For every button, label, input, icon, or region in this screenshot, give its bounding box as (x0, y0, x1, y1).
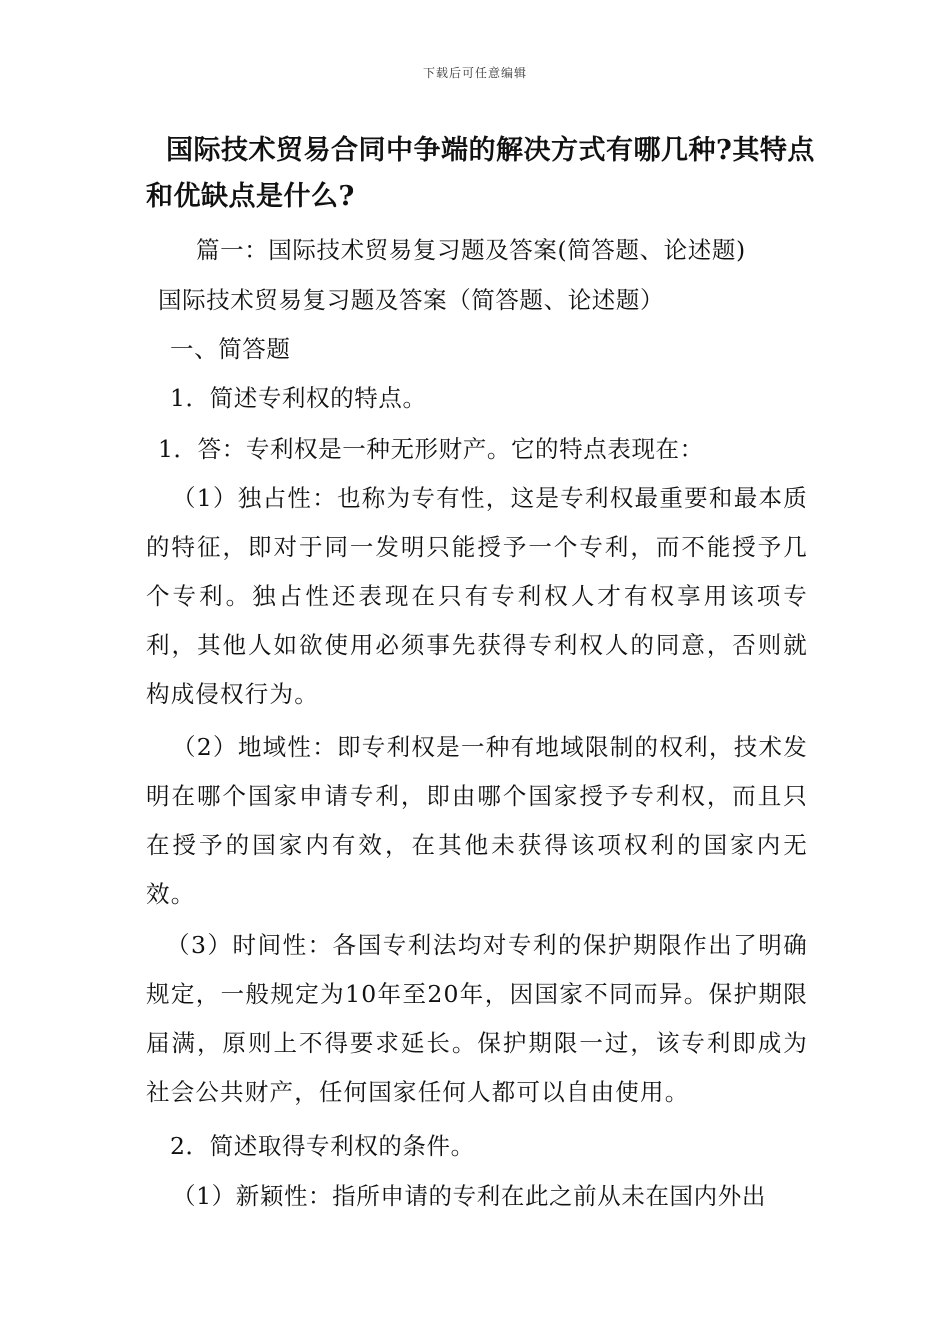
page-header-note: 下载后可任意编辑 (422, 66, 527, 80)
question-1: 1．简述专利权的特点。 (170, 384, 427, 412)
answer-1-point-1: （1）独占性：也称为专有性，这是专利权最重要和最本质的特征，即对于同一发明只能授予一个专利，而不能授予几个专利。独占性还表现在只有专利权人才有权享用该项专利，其他人如欲使用必须事先获得专利权人的同意，否则就构成侵权行为。 (146, 484, 808, 708)
subtitle-article-one: 篇一：国际技术贸易复习题及答案(简答题、论述题) (196, 236, 746, 264)
answer-1-intro: 1．答：专利权是一种无形财产。它的特点表现在： (158, 435, 704, 463)
subtitle-review-questions: 国际技术贸易复习题及答案（简答题、论述题） (158, 286, 665, 314)
answer-2-point-1: （1）新颖性：指所申请的专利在此之前从未在国内外出 (172, 1182, 766, 1210)
answer-1-point-2: （2）地域性：即专利权是一种有地域限制的权利，技术发明在哪个国家申请专利，即由哪个国家授予专利权，而且只在授予的国家内有效，在其他未获得该项权利的国家内无效。 (146, 733, 808, 908)
section-heading-short-answer: 一、简答题 (170, 335, 291, 363)
answer-1-point-3: （3）时间性：各国专利法均对专利的保护期限作出了明确规定，一般规定为10年至20年，因国家不同而异。保护期限届满，原则上不得要求延长。保护期限一过，该专利即成为社会公共财产，任何国家任何人都可以自由使用。 (146, 931, 808, 1106)
question-2: 2．简述取得专利权的条件。 (170, 1132, 475, 1160)
document-title: 国际技术贸易合同中争端的解决方式有哪几种?其特点和优缺点是什么? (146, 135, 815, 212)
